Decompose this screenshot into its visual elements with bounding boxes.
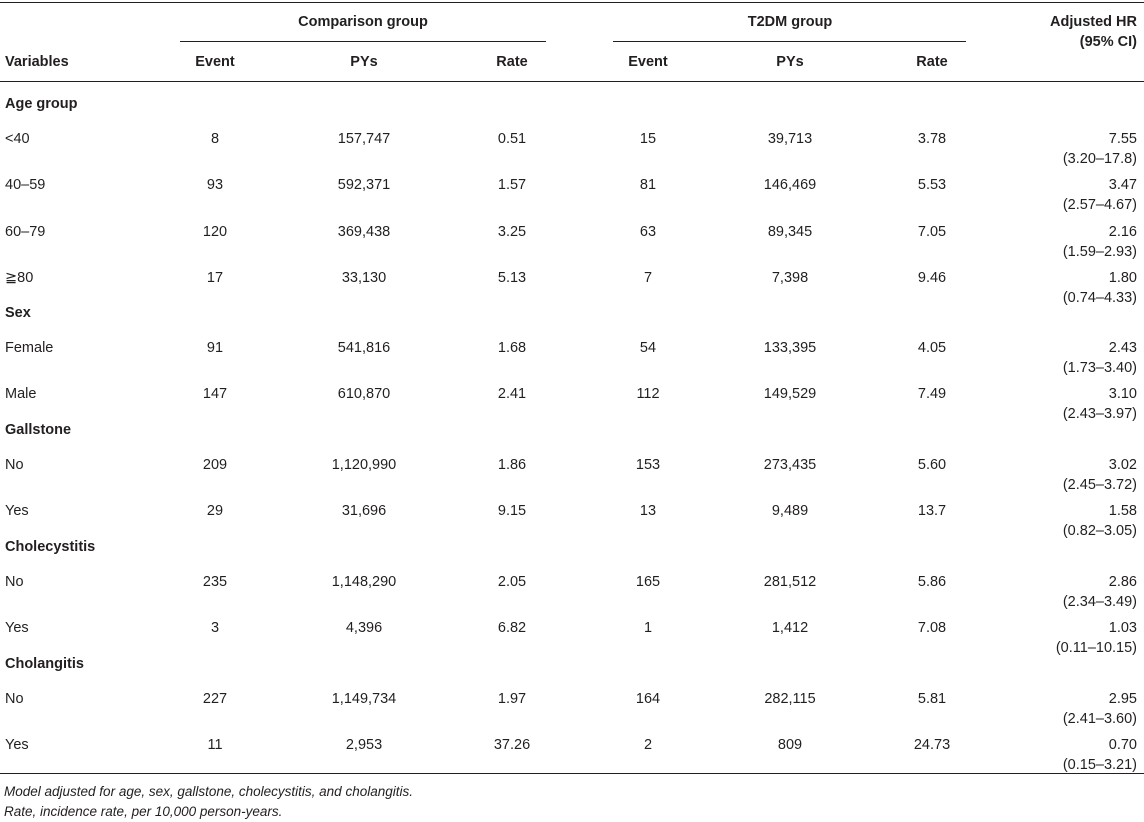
cell-adjusted-hr: 1.58 — [1108, 503, 1137, 519]
row-label: No — [5, 457, 24, 473]
cell-ci: (2.45–3.72) — [1062, 477, 1137, 493]
cell-comparison-rate: 1.86 — [497, 457, 527, 473]
cell-ci: (0.82–3.05) — [1062, 523, 1137, 539]
cell-t2dm-rate: 5.81 — [917, 691, 947, 707]
row-label: No — [5, 691, 24, 707]
cell-comparison-event: 8 — [210, 131, 220, 147]
cell-ci: (2.41–3.60) — [1062, 711, 1137, 727]
row-label: Yes — [5, 737, 29, 753]
cell-comparison-rate: 2.05 — [497, 574, 527, 590]
cell-ci: (1.59–2.93) — [1062, 244, 1137, 260]
cell-comparison-rate: 0.51 — [497, 131, 527, 147]
section-title: Sex — [5, 305, 31, 321]
cell-comparison-rate: 6.82 — [497, 620, 527, 636]
cell-comparison-rate: 1.57 — [497, 177, 527, 193]
cell-comparison-event: 93 — [206, 177, 224, 193]
cell-adjusted-hr: 3.02 — [1108, 457, 1137, 473]
cell-comparison-pys: 157,747 — [337, 131, 391, 147]
cell-ci: (2.57–4.67) — [1062, 197, 1137, 213]
cell-t2dm-pys: 146,469 — [763, 177, 817, 193]
cell-adjusted-hr: 2.43 — [1108, 340, 1137, 356]
cell-comparison-pys: 541,816 — [337, 340, 391, 356]
cell-t2dm-rate: 5.53 — [917, 177, 947, 193]
cell-comparison-rate: 37.26 — [493, 737, 531, 753]
cell-comparison-event: 11 — [207, 737, 223, 753]
cell-t2dm-pys: 7,398 — [771, 270, 809, 286]
cell-adjusted-hr: 1.80 — [1108, 270, 1137, 286]
cell-comparison-pys: 2,953 — [345, 737, 383, 753]
cell-comparison-event: 17 — [206, 270, 224, 286]
cell-ci: (2.34–3.49) — [1062, 594, 1137, 610]
header-adjusted-hr: Adjusted HR — [1050, 14, 1137, 30]
section-title: Cholecystitis — [5, 539, 96, 555]
cell-ci: (0.15–3.21) — [1062, 757, 1137, 773]
section-title: Gallstone — [5, 422, 72, 438]
cell-comparison-pys: 369,438 — [337, 224, 391, 240]
cell-ci: (0.74–4.33) — [1062, 290, 1137, 306]
cell-t2dm-pys: 9,489 — [771, 503, 809, 519]
cell-comparison-pys: 33,130 — [341, 270, 387, 286]
cell-t2dm-pys: 273,435 — [763, 457, 817, 473]
cell-t2dm-event: 153 — [635, 457, 661, 473]
cell-comparison-pys: 4,396 — [345, 620, 383, 636]
row-label: Yes — [5, 503, 29, 519]
row-label: ≧80 — [5, 270, 34, 286]
cell-ci: (2.43–3.97) — [1062, 406, 1137, 422]
header-comparison-event: Event — [195, 54, 235, 70]
cell-comparison-event: 3 — [210, 620, 220, 636]
cell-adjusted-hr: 3.10 — [1108, 386, 1137, 402]
cell-ci: (0.11–10.15) — [1055, 640, 1137, 656]
cell-t2dm-rate: 7.08 — [917, 620, 947, 636]
cell-t2dm-rate: 7.49 — [917, 386, 947, 402]
cell-comparison-pys: 1,120,990 — [331, 457, 397, 473]
cell-comparison-event: 29 — [206, 503, 224, 519]
footnote-model: Model adjusted for age, sex, gallstone, cholecystitis, and cholangitis. — [4, 784, 413, 799]
cell-t2dm-event: 54 — [639, 340, 657, 356]
cell-comparison-pys: 31,696 — [341, 503, 387, 519]
cell-t2dm-rate: 7.05 — [917, 224, 947, 240]
cell-t2dm-event: 81 — [639, 177, 657, 193]
cell-adjusted-hr: 0.70 — [1108, 737, 1137, 753]
cell-t2dm-pys: 133,395 — [763, 340, 817, 356]
cell-comparison-event: 120 — [202, 224, 228, 240]
cell-comparison-event: 227 — [202, 691, 228, 707]
row-label: Yes — [5, 620, 29, 636]
cell-comparison-event: 209 — [202, 457, 228, 473]
cell-t2dm-event: 15 — [639, 131, 657, 147]
cell-adjusted-hr: 7.55 — [1108, 131, 1137, 147]
cell-t2dm-rate: 5.86 — [917, 574, 947, 590]
cell-comparison-pys: 610,870 — [337, 386, 391, 402]
cell-adjusted-hr: 2.16 — [1108, 224, 1137, 240]
header-rule — [0, 81, 1144, 82]
cell-t2dm-event: 2 — [643, 737, 653, 753]
header-variables: Variables — [5, 54, 69, 70]
cell-t2dm-event: 7 — [643, 270, 653, 286]
cell-t2dm-event: 13 — [639, 503, 657, 519]
header-t2dm-rate: Rate — [916, 54, 948, 70]
cell-t2dm-pys: 39,713 — [767, 131, 813, 147]
section-title: Age group — [5, 96, 78, 112]
cell-t2dm-event: 112 — [636, 386, 660, 402]
cell-comparison-rate: 5.13 — [497, 270, 527, 286]
cell-comparison-rate: 3.25 — [497, 224, 527, 240]
cell-t2dm-pys: 1,412 — [771, 620, 809, 636]
header-t2dm-pys: PYs — [776, 54, 804, 70]
cell-t2dm-rate: 5.60 — [917, 457, 947, 473]
comparison-group-rule — [180, 41, 546, 42]
cell-ci: (1.73–3.40) — [1062, 360, 1137, 376]
cell-comparison-rate: 2.41 — [497, 386, 527, 402]
row-label: 60–79 — [5, 224, 46, 240]
section-title: Cholangitis — [5, 656, 84, 672]
cell-t2dm-pys: 89,345 — [767, 224, 813, 240]
cell-ci: (3.20–17.8) — [1062, 151, 1137, 167]
cell-comparison-pys: 1,149,734 — [331, 691, 397, 707]
cell-t2dm-event: 165 — [635, 574, 661, 590]
cell-t2dm-rate: 9.46 — [917, 270, 947, 286]
cell-adjusted-hr: 3.47 — [1108, 177, 1137, 193]
header-t2dm-group: T2DM group — [747, 14, 833, 30]
top-rule — [0, 2, 1144, 3]
t2dm-group-rule — [613, 41, 966, 42]
header-ci: (95% CI) — [1079, 34, 1137, 50]
cell-adjusted-hr: 1.03 — [1108, 620, 1137, 636]
cell-t2dm-rate: 3.78 — [917, 131, 947, 147]
row-label: 40–59 — [5, 177, 46, 193]
cell-t2dm-rate: 13.7 — [917, 503, 947, 519]
header-comparison-rate: Rate — [496, 54, 528, 70]
cell-adjusted-hr: 2.95 — [1108, 691, 1137, 707]
cell-comparison-rate: 9.15 — [497, 503, 527, 519]
cell-comparison-event: 91 — [206, 340, 224, 356]
cell-t2dm-pys: 282,115 — [764, 691, 816, 707]
header-comparison-pys: PYs — [350, 54, 378, 70]
cell-t2dm-pys: 281,512 — [763, 574, 817, 590]
cell-t2dm-pys: 149,529 — [763, 386, 817, 402]
header-t2dm-event: Event — [628, 54, 668, 70]
row-label: Female — [5, 340, 54, 356]
cell-comparison-pys: 1,148,290 — [331, 574, 397, 590]
cell-t2dm-rate: 4.05 — [917, 340, 947, 356]
header-comparison-group: Comparison group — [298, 14, 428, 30]
cell-t2dm-event: 63 — [639, 224, 657, 240]
row-label: No — [5, 574, 24, 590]
cell-comparison-event: 147 — [202, 386, 228, 402]
row-label: Male — [5, 386, 37, 402]
bottom-rule — [0, 773, 1144, 774]
cell-adjusted-hr: 2.86 — [1108, 574, 1137, 590]
cell-t2dm-pys: 809 — [777, 737, 803, 753]
cell-comparison-pys: 592,371 — [337, 177, 391, 193]
footnote-rate: Rate, incidence rate, per 10,000 person-years. — [4, 804, 283, 819]
cell-comparison-event: 235 — [202, 574, 228, 590]
cell-t2dm-rate: 24.73 — [913, 737, 951, 753]
cell-comparison-rate: 1.68 — [497, 340, 527, 356]
row-label: <40 — [5, 131, 30, 147]
cell-comparison-rate: 1.97 — [497, 691, 527, 707]
cell-t2dm-event: 1 — [643, 620, 653, 636]
cell-t2dm-event: 164 — [635, 691, 661, 707]
